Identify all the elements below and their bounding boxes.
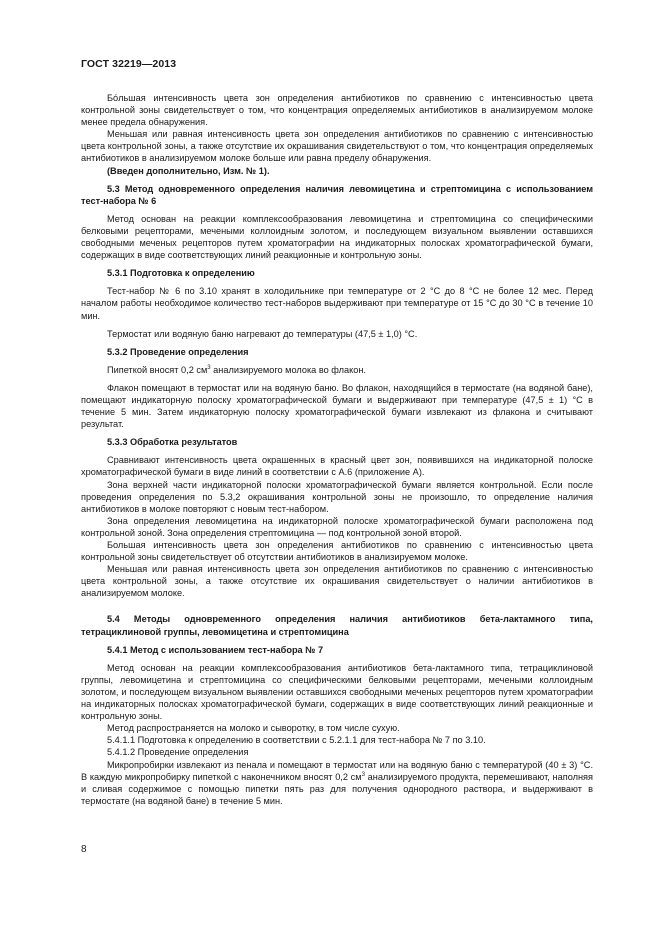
text-fragment: анализируемого молока во флакон.: [210, 364, 366, 375]
document-body: [81, 92, 593, 807]
document-header: ГОСТ 32219—2013: [81, 58, 177, 70]
paragraph: [81, 759, 593, 807]
paragraph: Термостат или водяную баню нагревают до температуры (47,5 ± 1,0) °С.: [107, 328, 418, 339]
paragraph: Сравнивают интенсивность цвета окрашенных в красный цвет зон, появившихся на индикаторной полоске хроматографической бумаги в виде линий в соответствии с А.6 (приложение А).: [81, 455, 593, 478]
paragraph: Флакон помещают в термостат или на водяную баню. Во флакон, находящийся в термостате (на водяной бане), помещают индикаторную полоску хроматографической бумаги и выдерживают при температуре (47,5 ± 1) °С в течение 5 мин. Затем индикаторную полоску хроматографической бумаги извлекают из флакона и считывают результат.: [81, 382, 593, 430]
text-fragment: Пипеткой вносят 0,2 см: [107, 364, 208, 375]
paragraph: Меньшая или равная интенсивность цвета зон определения антибиотиков по сравнению с интенсивностью цвета контрольной зоны, а также отсутствие их окрашивания свидетельствуют о том, что концентрация определяемых антибиотиков в анализируемом молоке больше или равна пределу обнаружения.: [81, 129, 593, 164]
section-heading-5-3-2: 5.3.2 Проведение определения: [107, 346, 249, 357]
section-heading-5-3-1: 5.3.1 Подготовка к определению: [107, 268, 255, 279]
paragraph: Бо́льшая интенсивность цвета зон определения антибиотиков по сравнению с интенсивностью цвета контрольной зоны свидетельствует о том, что концентрация определяемых антибиотиков в анализируемом молоке менее предела обнаружения.: [81, 93, 593, 128]
text-fragment: анализируемого продукта, перемешивают, наполняя и сливая содержимое с помощью пипетки пять раз для получения однородного раствора, и выдерживают в термостате (на водяной бане) в течение 5 мин.: [81, 771, 594, 806]
paragraph: Метод распространяется на молоко и сыворотку, в том числе сухую.: [107, 723, 400, 734]
superscript: 3: [207, 364, 211, 371]
text-fragment: Микропробирки извлекают из пенала и помещают в термостат или на водяную баню с температурой (40 ± 3) °С. В каждую микропробирку пипеткой с наконечником вносят 0,2 см: [81, 759, 593, 782]
paragraph: Большая интенсивность цвета зон определения антибиотиков по сравнению с интенсивностью цвета контрольной зоны свидетельствует об отсутствии антибиотиков в анализируемом молоке.: [81, 540, 593, 563]
paragraph: 5.4.1.1 Подготовка к определению в соответствии с 5.2.1.1 для тест-набора № 7 по 3.10.: [107, 735, 486, 746]
section-heading-5-4: 5.4 Методы одновременного определения наличия антибиотиков бета-лактамного типа, тетрациклиновой группы, левомицетина и стрептомицина: [81, 614, 593, 637]
paragraph: Метод основан на реакции комплексообразования левомицетина и стрептомицина со специфическими белковыми рецепторами, мечеными коллоидным золотом, и последующем визуальном выявлении оставшихся свободными меченых рецепторов путем хроматографии на индикаторных полосках хроматографической бумаги, содержащих в виде соответствующих линий реакционные и контрольную зоны.: [81, 213, 593, 261]
paragraph: Зона верхней части индикаторной полоски хроматографической бумаги является контрольной. Если после проведения определения по 5.3,2 окрашивания контрольной зоны не произошло, то определение наличия антибиотиков в молоке повторяют с новым тест-набором.: [81, 479, 593, 514]
paragraph: Метод основан на реакции комплексообразования антибиотиков бета-лактамного типа, тетрациклиновой группы, левомицетина и стрептомицина со специфическими белковыми рецепторами, мечеными коллоидным золотом, и последующем визуальном выявлении оставшихся свободными меченых рецепторов путем хроматографии на индикаторных полосках хроматографической бумаги, содержащих в виде соответствующих линий реакционные и контрольную зоны.: [81, 662, 593, 722]
paragraph: 5.4.1.2 Проведение определения: [107, 747, 249, 758]
paragraph: Зона определения левомицетина на индикаторной полоске хроматографической бумаги расположена под контрольной зоной. Зона определения стрептомицина — под контрольной зоной второй.: [81, 515, 593, 538]
superscript: 3: [361, 771, 365, 778]
section-heading-5-4-1: 5.4.1 Метод с использованием тест-набора № 7: [107, 644, 324, 655]
page-number: 8: [81, 844, 87, 855]
paragraph: Меньшая или равная интенсивность цвета зон определения антибиотиков по сравнению с интенсивностью цвета контрольной зоны, а также отсутствие их окрашивания свидетельствует о наличии антибиотиков в анализируемом молоке.: [81, 564, 593, 599]
amendment-note: (Введен дополнительно, Изм. № 1).: [107, 165, 270, 176]
paragraph: Тест-набор № 6 по 3.10 хранят в холодильнике при температуре от 2 °С до 8 °С не более 12 мес. Перед началом работы необходимое количество тест-наборов выдерживают при температуре от 15 °С до 30 °С в течение 10 мин.: [81, 286, 593, 321]
paragraph: [81, 364, 593, 376]
section-heading-5-3-3: 5.3.3 Обработка результатов: [107, 437, 238, 448]
section-heading-5-3: 5.3 Метод одновременного определения наличия левомицетина и стрептомицина с использованием тест-набора № 6: [81, 183, 593, 206]
